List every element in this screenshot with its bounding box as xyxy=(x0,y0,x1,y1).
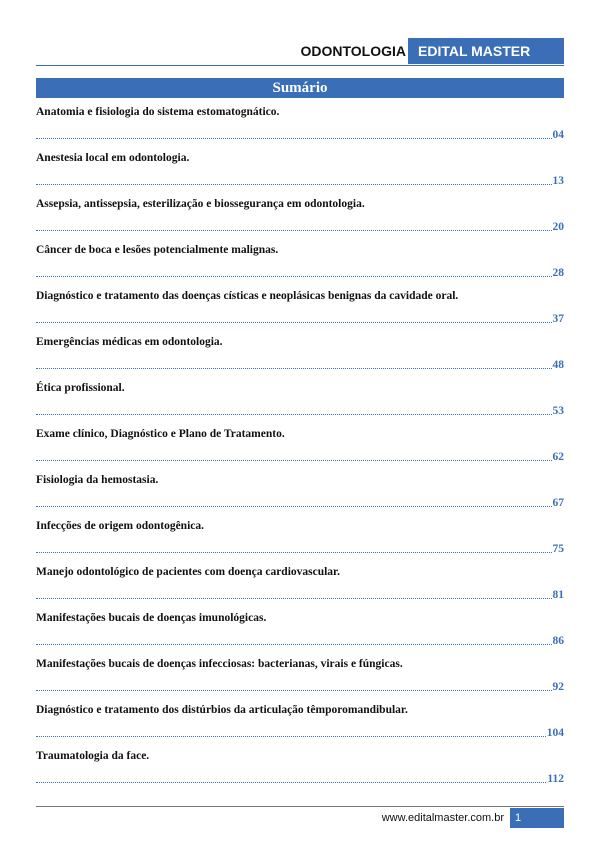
toc-entry-leader xyxy=(36,358,564,372)
toc-entry[interactable] xyxy=(36,380,564,426)
table-of-contents xyxy=(36,104,564,794)
toc-entry-page-number: 53 xyxy=(552,405,564,417)
header-subject: ODONTOLOGIA xyxy=(300,43,406,59)
toc-entry-topic: Câncer de boca e lesões potencialmente malignas. xyxy=(36,244,279,256)
toc-entry[interactable] xyxy=(36,196,564,242)
toc-entry-leader xyxy=(36,128,564,142)
toc-entry-leader xyxy=(36,680,564,694)
toc-entry-topic: Ética profissional. xyxy=(36,382,125,394)
toc-entry-leader xyxy=(36,588,564,602)
dot-leader xyxy=(36,598,552,599)
dot-leader xyxy=(36,322,552,323)
toc-entry-leader xyxy=(36,220,564,234)
toc-entry-topic: Fisiologia da hemostasia. xyxy=(36,474,159,486)
toc-entry-page-number: 112 xyxy=(547,773,564,785)
toc-entry-page-number: 20 xyxy=(552,221,564,233)
toc-entry-leader xyxy=(36,542,564,556)
toc-entry-leader xyxy=(36,266,564,280)
toc-entry-page-number: 75 xyxy=(552,543,564,555)
toc-entry-page-number: 04 xyxy=(552,129,564,141)
toc-entry-topic: Diagnóstico e tratamento das doenças císticas e neoplásicas benignas da cavidade oral. xyxy=(36,290,459,302)
dot-leader xyxy=(36,552,552,553)
dot-leader xyxy=(36,460,552,461)
toc-entry-leader xyxy=(36,634,564,648)
toc-entry[interactable] xyxy=(36,104,564,150)
toc-entry-page-number: 48 xyxy=(552,359,564,371)
toc-entry-page-number: 86 xyxy=(552,635,564,647)
toc-entry[interactable] xyxy=(36,288,564,334)
toc-entry-page-number: 92 xyxy=(552,681,564,693)
dot-leader xyxy=(36,414,552,415)
toc-entry[interactable] xyxy=(36,518,564,564)
toc-entry[interactable] xyxy=(36,748,564,794)
dot-leader xyxy=(36,644,552,645)
toc-entry-topic: Assepsia, antissepsia, esterilização e biossegurança em odontologia. xyxy=(36,198,365,210)
footer-page-number: 1 xyxy=(510,808,564,828)
toc-title: Sumário xyxy=(36,78,564,98)
page-header xyxy=(36,38,564,64)
toc-entry-topic: Anestesia local em odontologia. xyxy=(36,152,190,164)
toc-entry-leader xyxy=(36,404,564,418)
dot-leader xyxy=(36,736,546,737)
toc-entry-page-number: 37 xyxy=(552,313,564,325)
toc-entry-page-number: 13 xyxy=(552,175,564,187)
page-footer xyxy=(36,806,564,828)
header-divider xyxy=(36,65,564,66)
toc-entry-leader xyxy=(36,772,564,786)
toc-entry-page-number: 28 xyxy=(552,267,564,279)
dot-leader xyxy=(36,276,552,277)
footer-url[interactable]: www.editalmaster.com.br xyxy=(381,812,504,824)
toc-entry[interactable] xyxy=(36,150,564,196)
toc-entry-page-number: 104 xyxy=(546,727,564,739)
toc-entry-topic: Anatomia e fisiologia do sistema estomatognático. xyxy=(36,106,280,118)
toc-entry-leader xyxy=(36,312,564,326)
toc-entry-page-number: 62 xyxy=(552,451,564,463)
toc-entry[interactable] xyxy=(36,334,564,380)
toc-entry[interactable] xyxy=(36,656,564,702)
toc-entry-topic: Manejo odontológico de pacientes com doença cardiovascular. xyxy=(36,566,340,578)
toc-entry-topic: Emergências médicas em odontologia. xyxy=(36,336,223,348)
toc-entry-topic: Diagnóstico e tratamento dos distúrbios da articulação têmporomandibular. xyxy=(36,704,408,716)
dot-leader xyxy=(36,184,552,185)
toc-entry-leader xyxy=(36,726,564,740)
toc-entry[interactable] xyxy=(36,426,564,472)
toc-entry-leader xyxy=(36,174,564,188)
dot-leader xyxy=(36,506,552,507)
toc-entry[interactable] xyxy=(36,472,564,518)
header-brand: EDITAL MASTER xyxy=(408,38,564,64)
toc-entry-topic: Traumatologia da face. xyxy=(36,750,150,762)
dot-leader xyxy=(36,368,552,369)
toc-entry[interactable] xyxy=(36,702,564,748)
dot-leader xyxy=(36,230,552,231)
toc-entry-topic: Exame clínico, Diagnóstico e Plano de Tratamento. xyxy=(36,428,285,440)
dot-leader xyxy=(36,138,552,139)
toc-entry-topic: Manifestações bucais de doenças imunológicas. xyxy=(36,612,267,624)
toc-entry[interactable] xyxy=(36,242,564,288)
toc-entry-page-number: 67 xyxy=(552,497,564,509)
toc-entry-topic: Manifestações bucais de doenças infecciosas: bacterianas, virais e fúngicas. xyxy=(36,658,403,670)
footer-divider xyxy=(36,806,564,807)
dot-leader xyxy=(36,690,552,691)
toc-entry-leader xyxy=(36,496,564,510)
toc-entry-leader xyxy=(36,450,564,464)
toc-entry-page-number: 81 xyxy=(552,589,564,601)
toc-entry[interactable] xyxy=(36,610,564,656)
dot-leader xyxy=(36,782,546,783)
toc-entry-topic: Infecções de origem odontogênica. xyxy=(36,520,204,532)
toc-entry[interactable] xyxy=(36,564,564,610)
